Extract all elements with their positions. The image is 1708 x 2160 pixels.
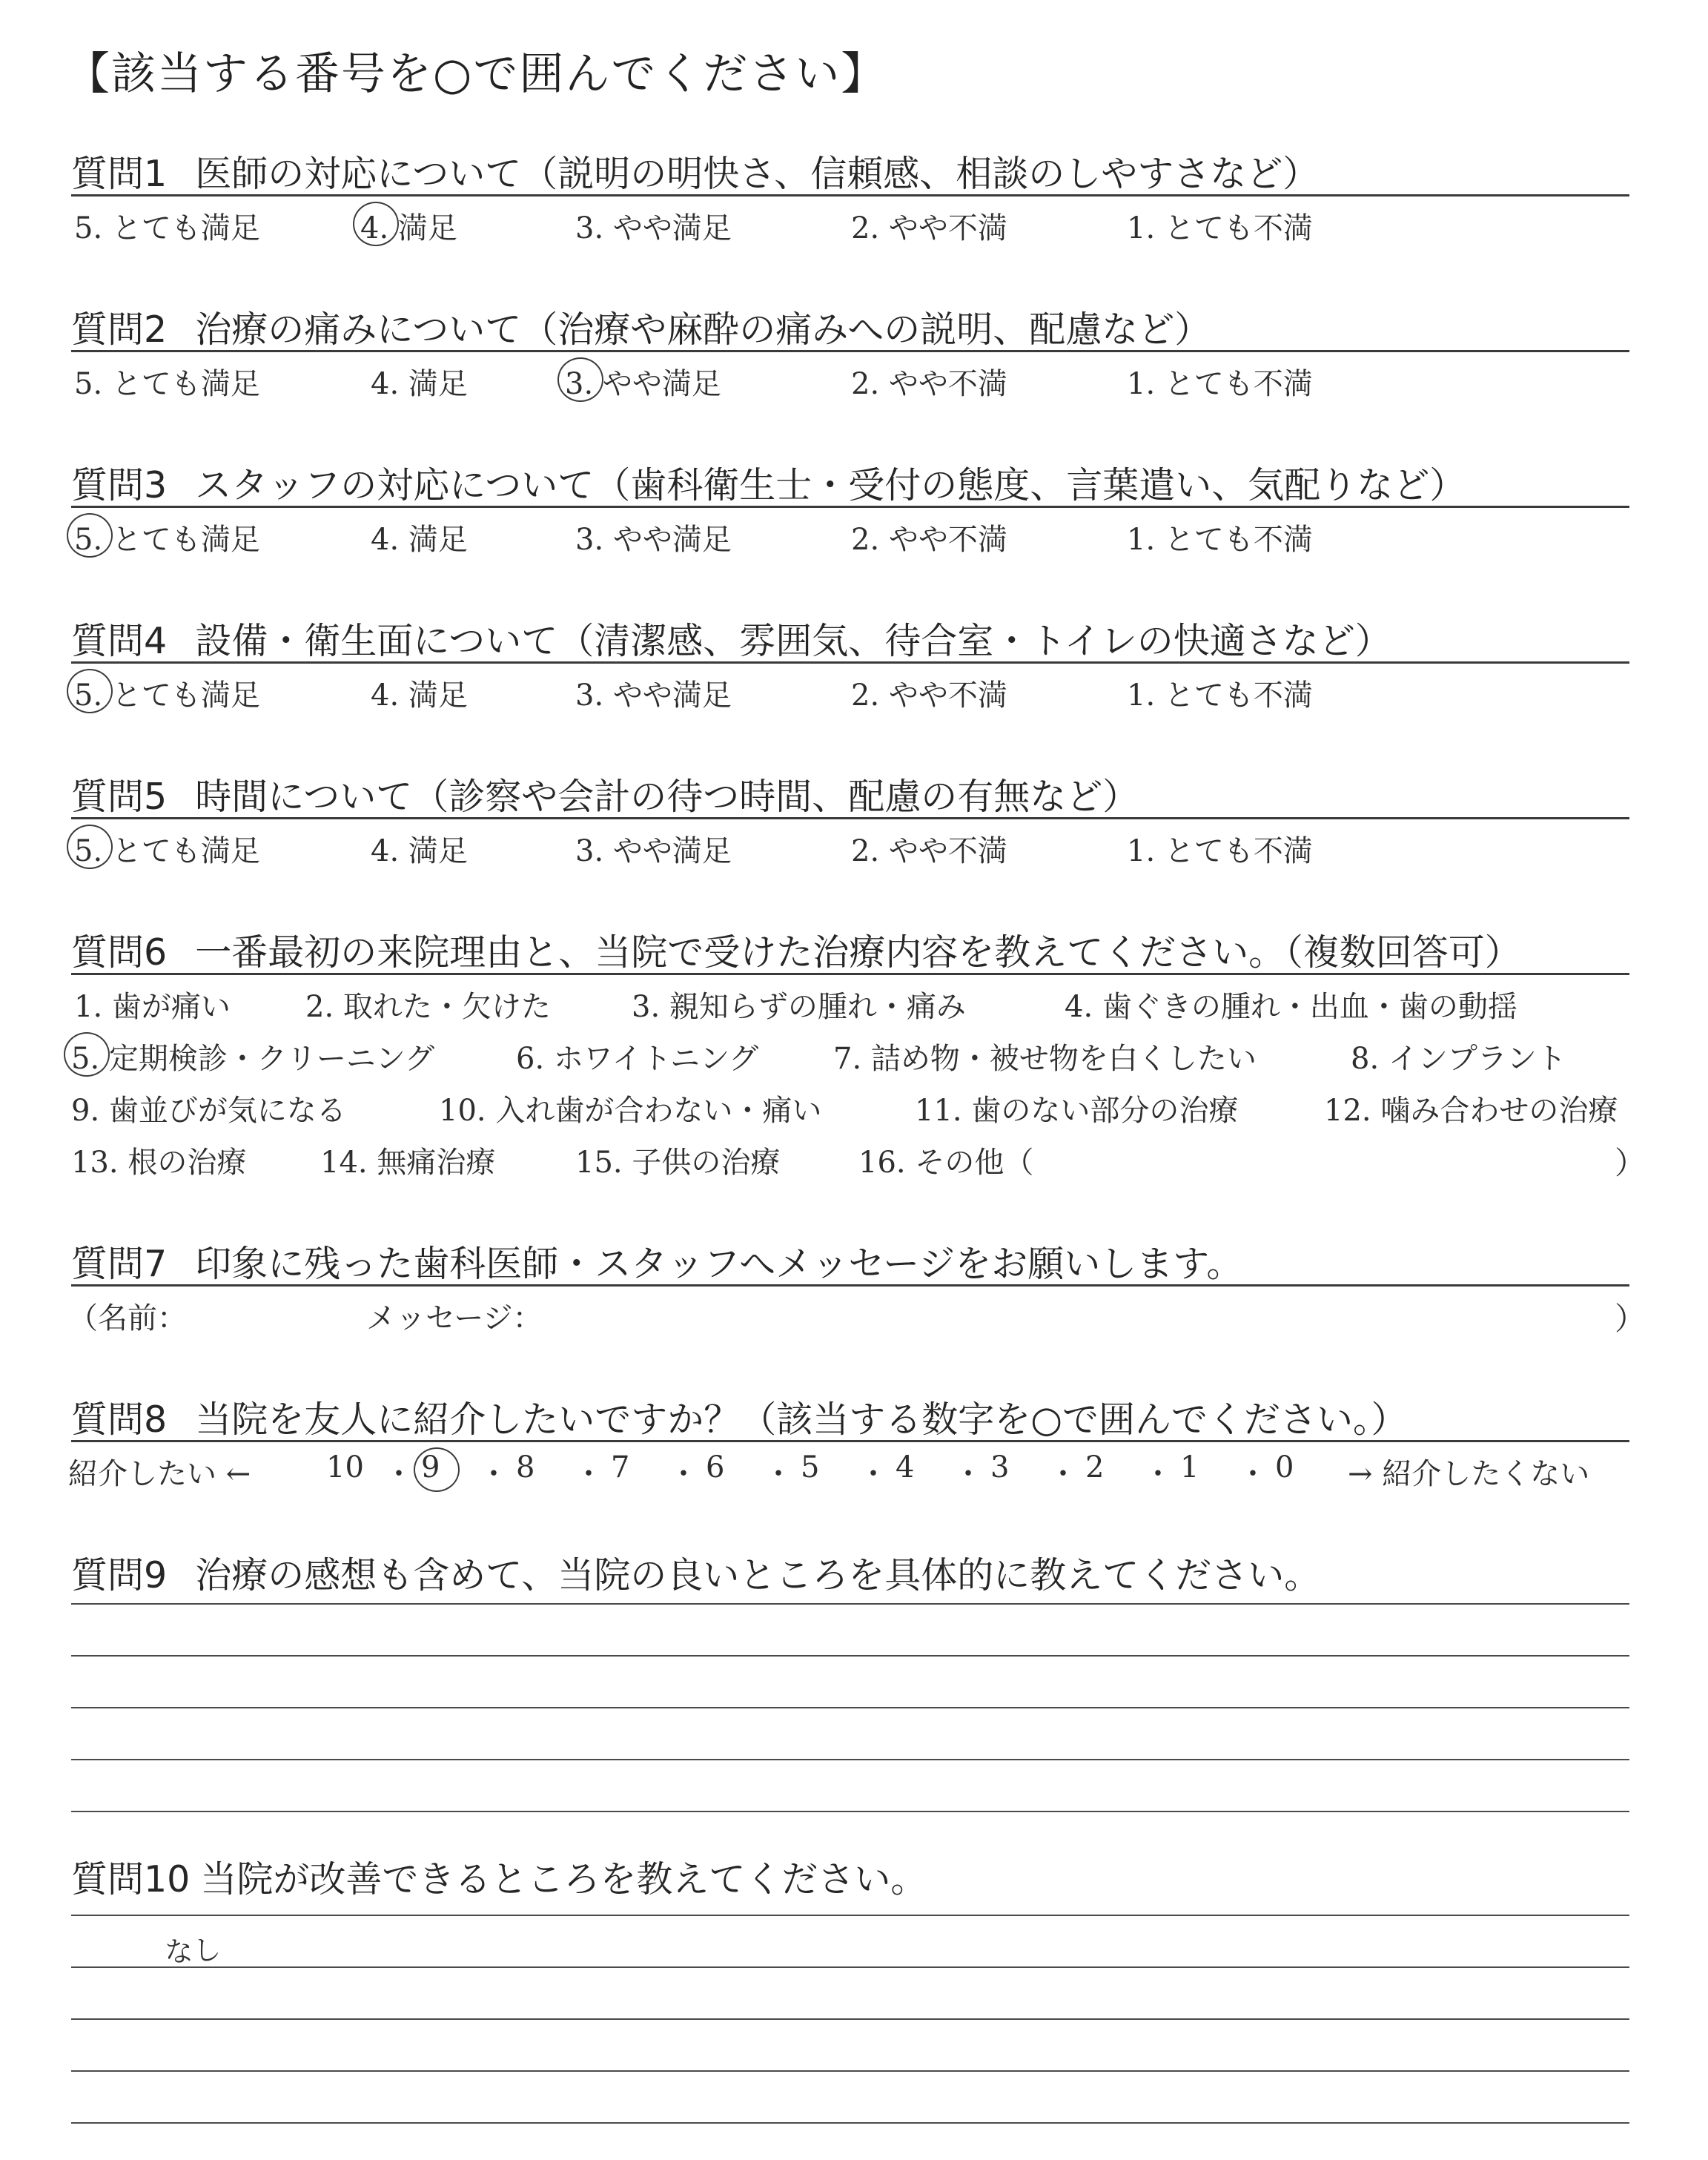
answer-line[interactable] [71,1759,1629,1760]
q6-other-close-paren: ） [1615,1145,1646,1181]
q5-option-1[interactable]: 1. とても不満 [1127,834,1313,868]
q8-scale-6[interactable]: 6 [706,1450,725,1484]
q6-option-10[interactable]: 10. 入れ歯が合わない・痛い [439,1094,822,1128]
answer-line[interactable] [71,2122,1629,2124]
q6-option-5[interactable]: 5. 定期検診・クリーニング [71,1035,434,1077]
q1-option-2[interactable]: 2. やや不満 [851,211,1007,245]
question-text: 当院を友人に紹介したいですか？（該当する数字を○で囲んでください。） [195,1398,1408,1441]
answer-line[interactable] [71,2070,1629,2072]
q1-option-4[interactable]: 4. 満足 [360,205,457,247]
question-number: 質問2 [71,308,168,351]
question-text: 当院が改善できるところを教えてください。 [200,1858,927,1900]
q2-option-5[interactable]: 5. とても満足 [74,367,260,401]
q3-option-3[interactable]: 3. やや満足 [575,523,732,557]
question-number: 質問5 [71,776,168,818]
question-4-title [71,612,1628,664]
q4-option-5[interactable]: 5. とても満足 [74,672,260,714]
q8-scale-separator: ・ [574,1457,603,1491]
question-number: 質問10 [71,1858,191,1900]
q3-option-5[interactable]: 5. とても満足 [74,516,260,558]
q2-option-1[interactable]: 1. とても不満 [1127,367,1313,401]
question-5-rule [71,817,1629,819]
q7-name-label: （名前： [68,1301,187,1335]
q2-option-2[interactable]: 2. やや不満 [851,367,1007,401]
q6-option-7[interactable]: 7. 詰め物・被せ物を白くしたい [833,1042,1257,1076]
q8-scale-separator: ・ [384,1457,414,1491]
question-2-rule [71,350,1629,352]
answer-line[interactable] [71,1655,1629,1657]
q6-option-3[interactable]: 3. 親知らずの腫れ・痛み [632,990,966,1024]
question-3-title [71,457,1628,509]
question-10-title [71,1851,1628,1903]
q4-option-3[interactable]: 3. やや満足 [575,678,732,713]
q8-scale-9[interactable]: 9 [421,1450,440,1484]
question-5-title [71,768,1628,820]
question-1-rule [71,194,1629,196]
question-number: 質問8 [71,1398,168,1441]
question-text: 一番最初の来院理由と、当院で受けた治療内容を教えてください。（複数回答可） [195,931,1521,974]
q8-scale-separator: ・ [953,1457,983,1491]
q4-option-2[interactable]: 2. やや不満 [851,678,1007,713]
q7-close-paren: ） [1615,1301,1646,1337]
q8-scale-7[interactable]: 7 [611,1450,630,1484]
question-6-title [71,924,1628,976]
question-number: 質問3 [71,464,168,506]
q8-scale-3[interactable]: 3 [990,1450,1010,1484]
q7-message-label: メッセージ： [366,1301,543,1335]
q5-option-3[interactable]: 3. やや満足 [575,834,732,868]
q6-option-12[interactable]: 12. 噛み合わせの治療 [1324,1094,1618,1128]
q10-handwritten-answer: なし [164,1933,222,1969]
form-header: 【該当する番号を○で囲んでください】 [65,48,887,100]
q6-option-15[interactable]: 15. 子供の治療 [575,1146,781,1180]
q6-option-8[interactable]: 8. インプラント [1351,1042,1566,1076]
question-6-rule [71,973,1629,975]
answer-line[interactable] [71,1966,1629,1968]
q3-option-2[interactable]: 2. やや不満 [851,523,1007,557]
q8-left-label: 紹介したい ← [68,1457,251,1491]
answer-line[interactable] [71,1603,1629,1605]
q8-scale-separator: ・ [669,1457,698,1491]
q8-right-label: → 紹介したくない [1348,1457,1590,1491]
question-number: 質問4 [71,620,168,662]
question-7-rule [71,1284,1629,1287]
q8-scale-0[interactable]: 0 [1275,1450,1294,1484]
question-text: 治療の感想も含めて、当院の良いところを具体的に教えてください。 [195,1554,1321,1596]
question-text: 治療の痛みについて（治療や麻酔の痛みへの説明、配慮など） [195,308,1211,351]
q5-option-2[interactable]: 2. やや不満 [851,834,1007,868]
q6-option-13[interactable]: 13. 根の治療 [71,1146,247,1180]
q1-option-3[interactable]: 3. やや満足 [575,211,732,245]
question-number: 質問9 [71,1554,168,1596]
question-text: 印象に残った歯科医師・スタッフへメッセージをお願いします。 [195,1243,1243,1285]
q8-scale-separator: ・ [479,1457,509,1491]
question-7-title [71,1235,1628,1287]
q6-option-9[interactable]: 9. 歯並びが気になる [71,1094,346,1128]
q6-option-2[interactable]: 2. 取れた・欠けた [305,990,551,1024]
q3-option-1[interactable]: 1. とても不満 [1127,523,1313,557]
question-text: 医師の対応について（説明の明快さ、信頼感、相談のしやすさなど） [195,153,1320,195]
q8-scale-separator: ・ [1143,1457,1173,1491]
question-text: 設備・衛生面について（清潔感、雰囲気、待合室・トイレの快適さなど） [195,620,1391,662]
q6-option-6[interactable]: 6. ホワイトニング [516,1042,759,1076]
question-2-title [71,301,1628,353]
q1-option-5[interactable]: 5. とても満足 [74,211,260,245]
question-text: スタッフの対応について（歯科衛生士・受付の態度、言葉遣い、気配りなど） [195,464,1466,506]
q2-option-3[interactable]: 3. やや満足 [565,360,721,403]
q5-option-5[interactable]: 5. とても満足 [74,828,260,870]
q8-scale-separator: ・ [1048,1457,1078,1491]
q8-scale-separator: ・ [1238,1457,1268,1491]
q8-scale-8[interactable]: 8 [516,1450,535,1484]
answer-line[interactable] [71,1707,1629,1708]
q8-scale-10[interactable]: 10 [326,1450,364,1484]
answer-line[interactable] [71,1915,1629,1916]
q8-scale-4[interactable]: 4 [896,1450,915,1484]
q8-scale-separator: ・ [764,1457,793,1491]
question-1-title [71,145,1628,197]
q4-option-4[interactable]: 4. 満足 [371,678,468,713]
question-number: 質問6 [71,931,168,974]
q6-option-11[interactable]: 11. 歯のない部分の治療 [915,1094,1239,1128]
question-text: 時間について（診察や会計の待つ時間、配慮の有無など） [195,776,1139,818]
q8-scale-5[interactable]: 5 [801,1450,820,1484]
question-4-rule [71,661,1629,664]
question-3-rule [71,506,1629,508]
q4-option-1[interactable]: 1. とても不満 [1127,678,1313,713]
question-number: 質問1 [71,153,168,195]
q6-option-14[interactable]: 14. 無痛治療 [320,1146,496,1180]
answer-line[interactable] [71,2018,1629,2020]
q8-scale-separator: ・ [858,1457,888,1491]
answer-line[interactable] [71,1811,1629,1812]
q6-option-1[interactable]: 1. 歯が痛い [74,990,231,1024]
q8-scale-1[interactable]: 1 [1180,1450,1199,1484]
question-8-rule [71,1440,1629,1442]
question-9-title [71,1547,1628,1599]
q6-option-16[interactable]: 16. その他（ [858,1146,1034,1180]
q2-option-4[interactable]: 4. 満足 [371,367,468,401]
q6-option-4[interactable]: 4. 歯ぐきの腫れ・出血・歯の動揺 [1065,990,1517,1024]
q8-scale-2[interactable]: 2 [1085,1450,1105,1484]
q1-option-1[interactable]: 1. とても不満 [1127,211,1313,245]
question-number: 質問7 [71,1243,168,1285]
q5-option-4[interactable]: 4. 満足 [371,834,468,868]
question-8-title [71,1391,1628,1443]
q3-option-4[interactable]: 4. 満足 [371,523,468,557]
